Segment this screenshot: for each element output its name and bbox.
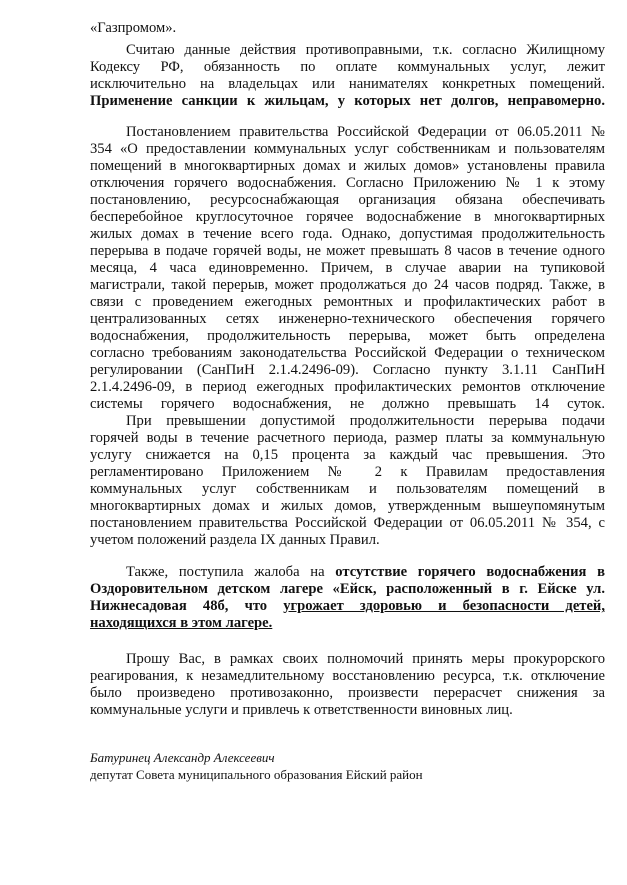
p3-line: услугу снижается на 0,15 процента за каждый час превышения. Это xyxy=(90,447,605,463)
p2-line: жилых домах в течение всего года. Однако, допустимая продолжительность xyxy=(90,226,605,242)
p3-line: коммунальных услуг собственникам и пользователям помещений в xyxy=(90,481,605,497)
p2-line: бесперебойное круглосуточное горячее водоснабжение в многоквартирных xyxy=(90,209,605,225)
p1-line: Кодексу РФ, обязанность по оплате коммунальных услуг, лежит xyxy=(90,59,605,75)
p4-line xyxy=(126,564,605,581)
p3-line: постановлением правительства Российской Федерации от 06.05.2011 № 354, с xyxy=(90,515,605,531)
signature-name: Батуринец Александр Алексеевич xyxy=(90,750,275,765)
p4-bold-text: отсутствие горячего водоснабжения в xyxy=(335,564,606,580)
p2-line: помещений в многоквартирных домах и жилых домов» установлены правила xyxy=(90,158,605,174)
p4-line xyxy=(90,598,605,615)
intro-fragment: «Газпромом». xyxy=(90,20,177,36)
p3-line: учетом положений раздела IX данных Правил. xyxy=(90,532,380,548)
p2-line: 354 «О предоставлении коммунальных услуг собственникам и пользователям xyxy=(90,141,605,157)
p4-plain-text: Также, поступила жалоба на xyxy=(126,564,336,580)
p2-line: магистрали, такой перерыв, может продолжаться до 24 часов подряд. Также, в xyxy=(90,277,605,293)
signature-position: депутат Совета муниципального образования Ейский район xyxy=(90,767,423,782)
p2-line: месяца, 4 часа единовременно. Причем, в случае аварии на тупиковой xyxy=(90,260,605,276)
p5-line: коммунальные услуги и привлечь к ответственности виновных лиц. xyxy=(90,702,513,718)
p2-line: согласно требованиям законодательства Российской Федерации о техническом xyxy=(90,345,605,361)
p4-line-bold: Оздоровительном детском лагере «Ейск, расположенный в г. Ейске ул. xyxy=(90,581,605,597)
p2-line: Постановлением правительства Российской Федерации от 06.05.2011 № xyxy=(126,124,605,140)
p3-line: многоквартирных домах и жилых домов, утвержденным вышеупомянутым xyxy=(90,498,605,514)
p3-line: горячей воды в течение расчетного периода, размер платы за коммунальную xyxy=(90,430,605,446)
p1-line: исключительно на владельцах или нанимателях конкретных помещений. xyxy=(90,76,605,92)
p2-line: 2.1.4.2496-09, в период ежегодных профилактических ремонтов отключение xyxy=(90,379,605,395)
p4-bold-text: Нижнесадовая 48б, что xyxy=(90,598,284,614)
p4-line-underlined: находящихся в этом лагере. xyxy=(90,615,273,631)
p2-line: перерыва в подаче горячей воды, не может превышать 8 часов в течение одного xyxy=(90,243,605,259)
p2-line: водоснабжения, продолжительность перерыва, может быть определена xyxy=(90,328,605,344)
p5-line: было произведено противозаконно, произвести перерасчет снижения за xyxy=(90,685,605,701)
p1-line-bold: Применение санкции к жильцам, у которых нет долгов, неправомерно. xyxy=(90,93,605,109)
p2-line: регулировании (СанПиН 2.1.4.2496-09). Согласно пункту 3.1.11 СанПиН xyxy=(90,362,605,378)
p3-line: При превышении допустимой продолжительности перерыва подачи xyxy=(126,413,605,429)
p1-line: Считаю данные действия противоправными, т.к. согласно Жилищному xyxy=(126,42,605,58)
p4-underlined-text: угрожает здоровью и безопасности детей, xyxy=(283,598,605,614)
p3-line: регламентировано Приложением № 2 к Правилам предоставления xyxy=(90,464,605,480)
p2-line: системы горячего водоснабжения, не должно превышать 14 суток. xyxy=(90,396,605,412)
p2-line: отключения горячего водоснабжения. Согласно Приложению № 1 к этому xyxy=(90,175,605,191)
p5-line: реагирования, к незамедлительному восстановлению ресурса, т.к. отключение xyxy=(90,668,605,684)
p2-line: постановлению, ресурсоснабжающая организация обязана обеспечивать xyxy=(90,192,605,208)
p5-line: Прошу Вас, в рамках своих полномочий принять меры прокурорского xyxy=(126,651,605,667)
p2-line: связи с проведением ежегодных ремонтных и профилактических работ в xyxy=(90,294,605,310)
p2-line: централизованных сетях инженерно-технического обеспечения горячего xyxy=(90,311,605,327)
